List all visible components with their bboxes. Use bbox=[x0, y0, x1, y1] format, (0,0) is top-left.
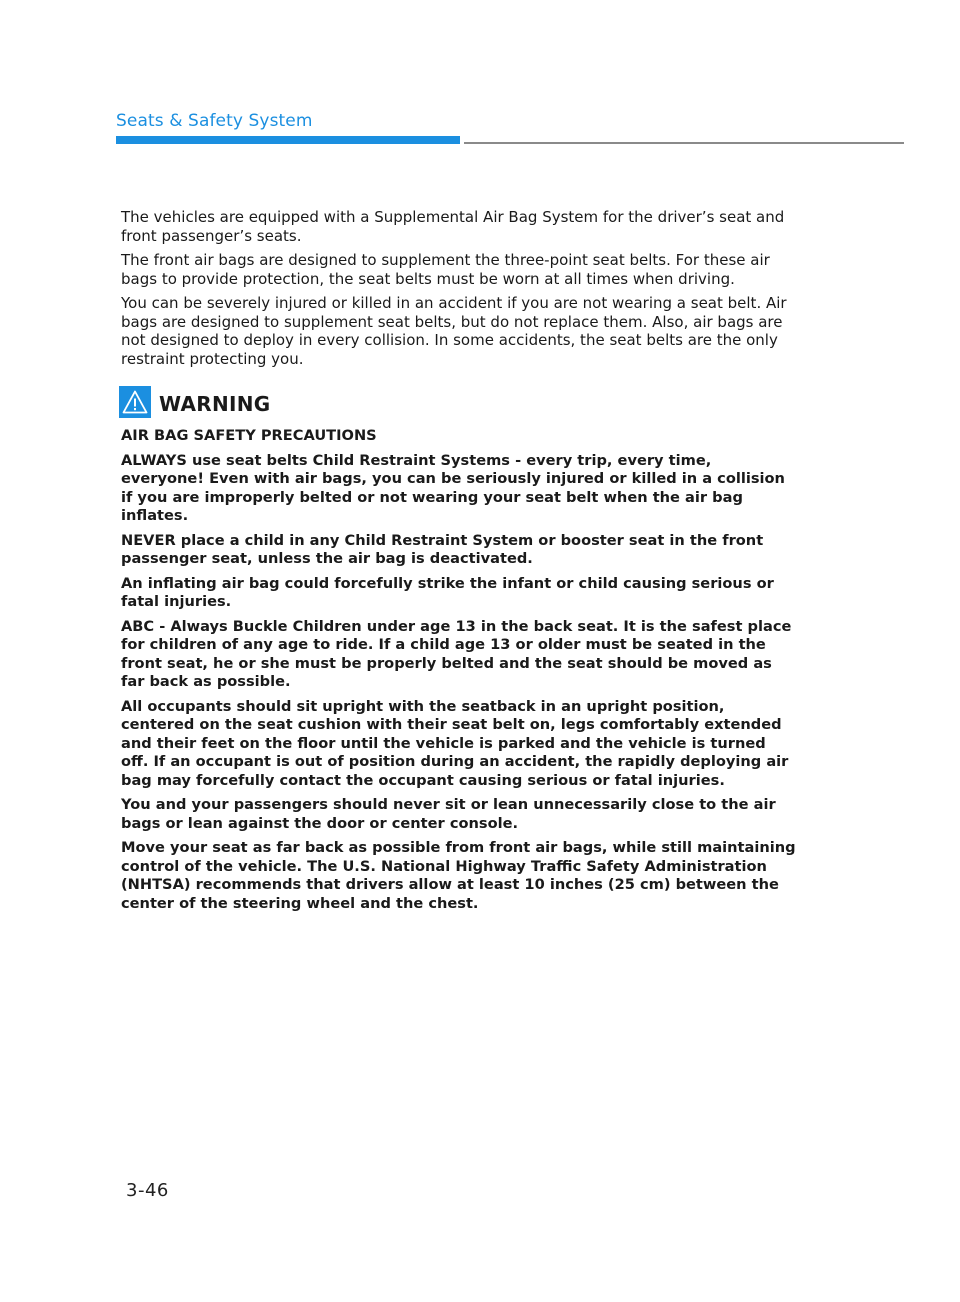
warning-paragraph: NEVER place a child in any Child Restraint System or booster seat in the front passenger seat, unless the air bag is deactivated. bbox=[121, 531, 764, 567]
warning-paragraph: An inflating air bag could forcefully strike the infant or child causing serious or fatal injuries. bbox=[121, 574, 774, 610]
page-content bbox=[121, 208, 796, 919]
intro-paragraph: You can be severely injured or killed in an accident if you are not wearing a seat belt. Air bags are designed to supplement seat belts, but do not replace them. Also, air bags are not designed to deploy in every collision. In some accidents, the seat belts are the only restraint protecting you. bbox=[121, 294, 787, 368]
warning-paragraph: Move your seat as far back as possible from front air bags, while still maintaining control of the vehicle. The U.S. National Highway Traffic Safety Administration (NHTSA) recommends that drivers allow at least 10 inches (25 cm) between the center of the steering wheel and the chest. bbox=[121, 839, 796, 912]
warning-header bbox=[119, 386, 796, 418]
warning-paragraph: All occupants should sit upright with the seatback in an upright position, centered on the seat cushion with their seat belt on, legs comfortably extended and their feet on the floor until the vehicle is parked and the vehicle is turned off. If an occupant is out of position during an accident, the rapidly deploying air bag may forcefully contact the occupant causing serious or fatal injuries. bbox=[121, 697, 789, 789]
header-rule-accent bbox=[116, 136, 460, 144]
intro-section bbox=[121, 208, 796, 368]
section-title: Seats & Safety System bbox=[116, 111, 313, 131]
warning-title: WARNING bbox=[159, 391, 271, 416]
warning-paragraph: You and your passengers should never sit or lean unnecessarily close to the air bags or lean against the door or center console. bbox=[121, 796, 776, 832]
intro-paragraph: The vehicles are equipped with a Supplemental Air Bag System for the driver’s seat and front passenger’s seats. bbox=[121, 208, 785, 245]
page-number: 3-46 bbox=[126, 1180, 169, 1201]
header-rule-line bbox=[464, 142, 904, 144]
warning-subtitle: AIR BAG SAFETY PRECAUTIONS bbox=[121, 427, 377, 444]
warning-body bbox=[121, 427, 796, 913]
intro-paragraph: The front air bags are designed to supplement the three-point seat belts. For these air bags to provide protection, the seat belts must be worn at all times when driving. bbox=[121, 251, 770, 288]
warning-paragraph: ALWAYS use seat belts Child Restraint Systems - every trip, every time, everyone! Even with air bags, you can be seriously injured or killed in a collision if you are improperly belted or not wearing your seat belt when the air bag inflates. bbox=[121, 451, 785, 524]
warning-triangle-icon bbox=[119, 386, 151, 418]
warning-paragraph: ABC - Always Buckle Children under age 13 in the back seat. It is the safest place for children of any age to ride. If a child age 13 or older must be seated in the front seat, he or she must be properly belted and the seat should be moved as far back as possible. bbox=[121, 617, 792, 690]
